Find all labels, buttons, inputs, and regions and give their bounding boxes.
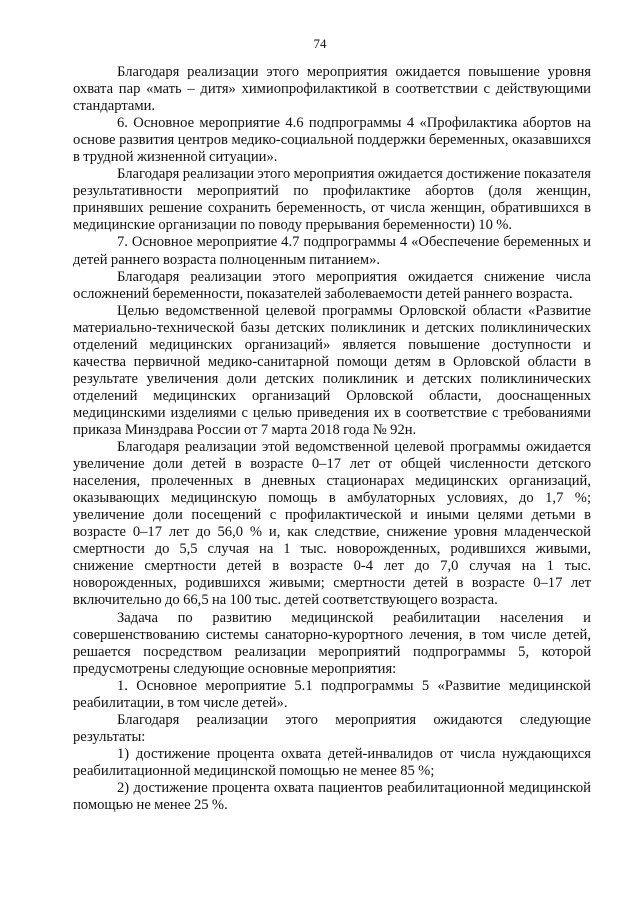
paragraph: Благодаря реализации этого мероприятия ожидаются следующие результаты: bbox=[73, 711, 591, 745]
paragraph: Задача по развитию медицинской реабилитации населения и совершенствованию системы санаторно-курортного лечения, в том числе детей, решается посредством реализации мероприятий подпрограммы 5, которой предусмотрены следующие основные мероприятия: bbox=[73, 609, 591, 677]
paragraph: 2) достижение процента охвата пациентов реабилитационной медицинской помощью не менее 25 %. bbox=[73, 779, 591, 814]
page-number: 74 bbox=[313, 36, 327, 51]
paragraph: Целью ведомственной целевой программы Орловской области «Развитие материально-технической базы детских поликлиник и детских поликлинических отделений медицинских организаций» является повышение доступности и качества первичной медико-санитарной помощи детям в Орловской области в результате увеличения доли детских поликлиник и детских поликлинических отделений медицинских организаций Орловской области, дооснащенных медицинскими изделиями с целью приведения их в соответствие с требованиями приказа Минздрава России от 7 марта 2018 года № 92н. bbox=[73, 302, 591, 438]
paragraph: 6. Основное мероприятие 4.6 подпрограммы 4 «Профилактика абортов на основе развития центров медико-социальной поддержки беременных, оказавшихся в трудной жизненной ситуации». bbox=[73, 115, 591, 166]
paragraph: Благодаря реализации этого мероприятия ожидается повышение уровня охвата пар «мать – дитя» химиопрофилактикой в соответствии с действующими стандартами. bbox=[73, 64, 591, 115]
paragraph: 7. Основное мероприятие 4.7 подпрограммы 4 «Обеспечение беременных и детей раннего возраста полноценным питанием». bbox=[73, 234, 591, 268]
document-body bbox=[73, 64, 591, 814]
paragraph: Благодаря реализации этой ведомственной целевой программы ожидается увеличение доли детей в возрасте 0–17 лет от общей численности детского населения, пролеченных в дневных стационарах медицинских организаций, оказывающих медицинскую помощь в амбулаторных условиях, до 1,7 %; увеличение доли посещений с профилактической и иными целями детьми в возрасте 0–17 лет до 56,0 % и, как следствие, снижение уровня младенческой смертности до 5,5 случая на 1 тыс. новорожденных, родившихся живыми, снижение смертности детей в возрасте 0-4 лет до 7,0 случая на 1 тыс. новорожденных, родившихся живыми; смертности детей в возрасте 0–17 лет включительно до 66,5 на 100 тыс. детей соответствующего возраста. bbox=[73, 439, 591, 609]
paragraph: Благодаря реализации этого мероприятия ожидается снижение числа осложнений беременности, показателей заболеваемости детей раннего возраста. bbox=[73, 268, 591, 302]
paragraph: 1. Основное мероприятие 5.1 подпрограммы 5 «Развитие медицинской реабилитации, в том числе детей». bbox=[73, 677, 591, 711]
paragraph: 1) достижение процента охвата детей-инвалидов от числа нуждающихся реабилитационной медицинской помощью не менее 85 %; bbox=[73, 745, 591, 779]
paragraph: Благодаря реализации этого мероприятия ожидается достижение показателя результативности мероприятий по профилактике абортов (доля женщин, принявших решение сохранить беременность, от числа женщин, обратившихся в медицинские организации по поводу прерывания беременности) 10 %. bbox=[73, 166, 591, 234]
